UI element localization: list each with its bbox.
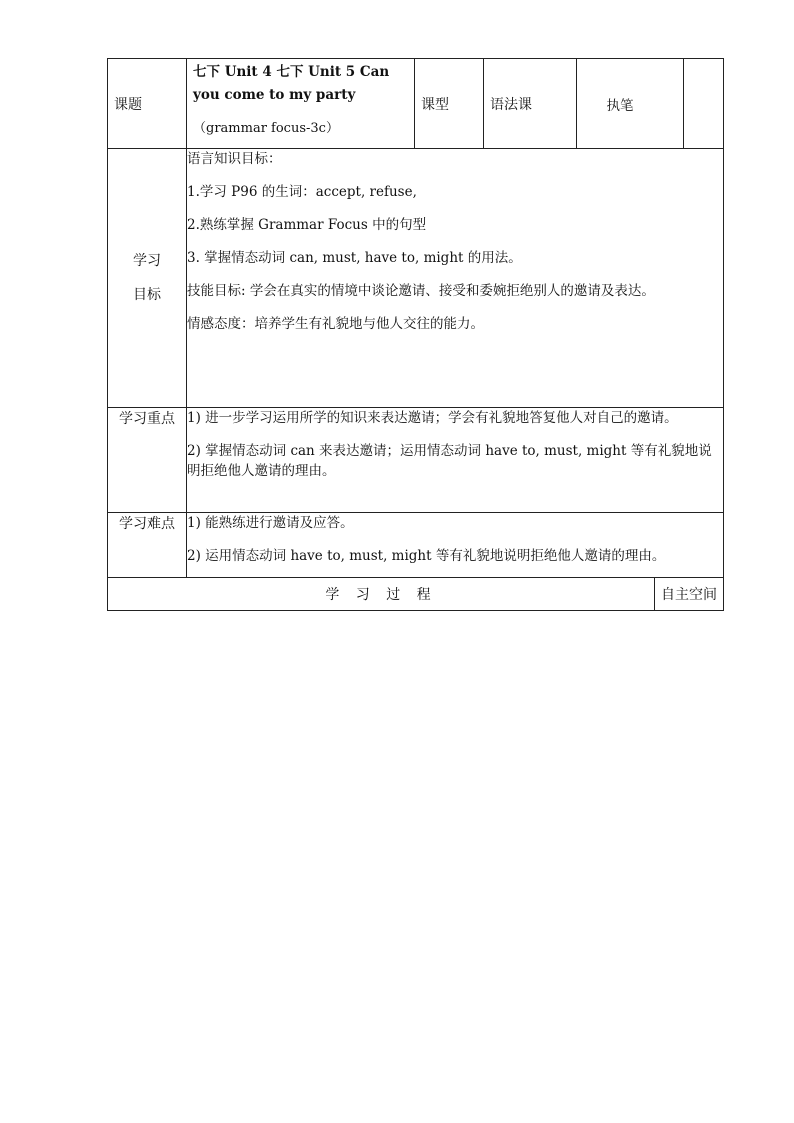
topic-title: 七下 Unit 4 七下 Unit 5 Can you come to my party <box>193 64 390 103</box>
objective-item: 1.学习 P96 的生词：accept, refuse, <box>187 184 417 200</box>
key-point-item: 2) 掌握情态动词 can 来表达邀请；运用情态动词 have to, must, might 等有礼貌地说明拒绝他人邀请的理由。 <box>187 443 712 479</box>
objectives-label-cell <box>108 149 187 408</box>
difficulty-item: 1) 能熟练进行邀请及应答。 <box>187 515 354 531</box>
objectives-label-line2: 目标 <box>133 287 161 303</box>
author-value-cell <box>684 59 724 149</box>
difficulty-item: 2) 运用情态动词 have to, must, might 等有礼貌地说明拒绝他人邀请的理由。 <box>187 548 666 564</box>
objectives-row <box>108 149 724 408</box>
topic-title-cell <box>187 59 415 149</box>
objectives-content-cell <box>187 149 724 408</box>
objective-item: 3. 掌握情态动词 can, must, have to, might 的用法。 <box>187 250 522 266</box>
space-cell <box>655 578 724 611</box>
lesson-plan-sheet <box>107 58 723 611</box>
topic-label-cell <box>108 59 187 149</box>
objectives-label-line1: 学习 <box>133 253 161 269</box>
topic-label: 课题 <box>114 96 142 113</box>
type-label: 课型 <box>421 96 449 113</box>
header-row <box>108 59 724 149</box>
topic-subtitle: （grammar focus-3c） <box>193 121 339 136</box>
key-points-label: 学习重点 <box>119 411 175 427</box>
footer-row <box>108 578 724 611</box>
author-label-cell <box>577 59 684 149</box>
lesson-plan-table <box>107 58 724 611</box>
key-point-item: 1) 进一步学习运用所学的知识来表达邀请；学会有礼貌地答复他人对自己的邀请。 <box>187 410 678 426</box>
key-points-row <box>108 408 724 513</box>
type-label-cell <box>415 59 484 149</box>
difficulties-content-cell <box>187 513 724 578</box>
process-label: 学 习 过 程 <box>325 587 437 603</box>
difficulties-label: 学习难点 <box>119 516 175 532</box>
objective-item: 技能目标: 学会在真实的情境中谈论邀请、接受和委婉拒绝别人的邀请及表达。 <box>187 283 655 299</box>
objective-item: 语言知识目标： <box>187 151 282 167</box>
process-cell <box>108 578 655 611</box>
difficulties-row <box>108 513 724 578</box>
objective-item: 情感态度：培养学生有礼貌地与他人交往的能力。 <box>187 316 484 332</box>
type-value-cell <box>484 59 577 149</box>
objective-item: 2.熟练掌握 Grammar Focus 中的句型 <box>187 217 427 233</box>
difficulties-label-cell <box>108 513 187 578</box>
author-label: 执笔 <box>606 97 634 114</box>
space-label: 自主空间 <box>661 587 717 603</box>
key-points-content-cell <box>187 408 724 513</box>
key-points-label-cell <box>108 408 187 513</box>
type-value: 语法课 <box>490 96 532 113</box>
